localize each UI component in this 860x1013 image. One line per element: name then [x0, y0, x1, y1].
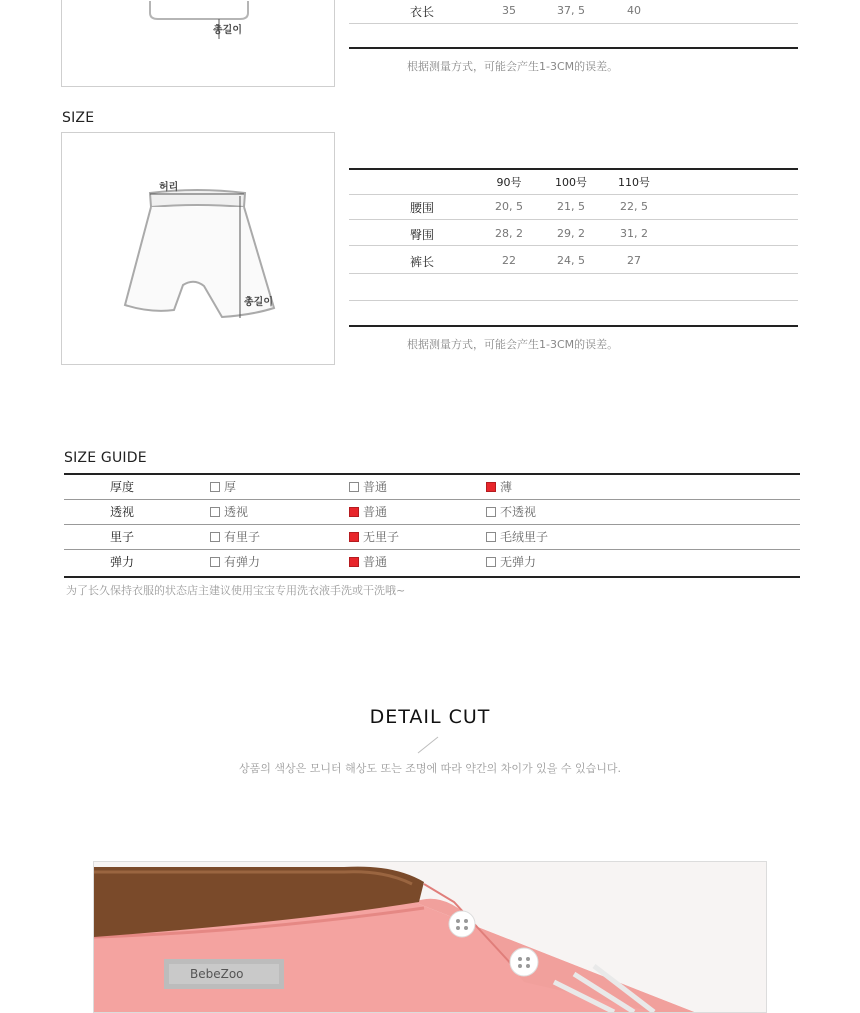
divider [349, 168, 798, 170]
product-photo [93, 861, 767, 1013]
size-header: 100号 [555, 176, 587, 189]
detail-cut-subtitle: 상품의 색상은 모니터 해상도 또는 조명에 따라 약간의 차이가 있을 수 있습니다. [239, 762, 621, 775]
divider [349, 47, 798, 49]
checkbox-icon [210, 507, 220, 517]
option-label: 无弹力 [500, 555, 537, 569]
guide-option[interactable] [486, 553, 536, 570]
option-label: 透视 [224, 505, 249, 519]
table-cell: 21, 5 [557, 200, 585, 213]
divider [349, 325, 798, 327]
option-label: 普通 [363, 480, 388, 494]
checkbox-icon [349, 482, 359, 492]
row-label-length: 裤长 [410, 255, 435, 269]
guide-option[interactable] [210, 528, 260, 545]
row-label-waist: 腰围 [410, 201, 435, 215]
table-cell: 22 [502, 254, 516, 267]
guide-option[interactable] [349, 528, 399, 545]
checked-checkbox-icon [349, 557, 359, 567]
tee-note: 根据测量方式，可能会产生1-3CM的误差。 [407, 60, 619, 73]
slash-decoration-icon [416, 735, 440, 755]
detail-cut-title: DETAIL CUT [369, 706, 491, 728]
tee-sketch-image [62, 0, 334, 86]
care-note: 为了长久保持衣服的状态店主建议使用宝宝专用洗衣液手洗或干洗哦~ [66, 584, 406, 597]
option-label: 毛绒里子 [500, 530, 549, 544]
table-cell: 31, 2 [620, 227, 648, 240]
waist-label: 허리 [159, 182, 179, 193]
option-label: 薄 [500, 480, 513, 494]
checked-checkbox-icon [486, 482, 496, 492]
checked-checkbox-icon [349, 532, 359, 542]
guide-option[interactable] [349, 478, 387, 495]
size-header: 90号 [496, 176, 522, 189]
table-cell: 22, 5 [620, 200, 648, 213]
size-title: SIZE [62, 110, 95, 126]
guide-option[interactable] [486, 528, 548, 545]
guide-row-elasticity [64, 549, 800, 574]
pants-sketch-image [62, 133, 334, 364]
option-label: 厚 [224, 480, 237, 494]
tee-size-table [349, 0, 798, 80]
divider [349, 245, 798, 246]
size-header: 110号 [618, 176, 650, 189]
option-label: 无里子 [363, 530, 400, 544]
guide-option[interactable] [486, 503, 536, 520]
divider [349, 219, 798, 220]
checked-checkbox-icon [349, 507, 359, 517]
guide-label: 透视 [110, 505, 135, 519]
divider [349, 273, 798, 274]
checkbox-icon [210, 557, 220, 567]
option-label: 有弹力 [224, 555, 261, 569]
pants-size-table [349, 168, 798, 358]
guide-label: 厚度 [110, 480, 135, 494]
divider [64, 576, 800, 578]
brand-tag-label: BebeZoo [190, 967, 244, 981]
guide-row-lining [64, 524, 800, 549]
option-label: 不透视 [500, 505, 537, 519]
table-cell: 24, 5 [557, 254, 585, 267]
guide-label: 弹力 [110, 555, 135, 569]
table-cell: 29, 2 [557, 227, 585, 240]
guide-option[interactable] [486, 478, 512, 495]
tee-value: 35 [502, 4, 516, 17]
guide-option[interactable] [349, 503, 387, 520]
divider [349, 194, 798, 195]
table-cell: 28, 2 [495, 227, 523, 240]
option-label: 普通 [363, 555, 388, 569]
checkbox-icon [486, 507, 496, 517]
shirt-on-hanger-image [94, 862, 766, 1012]
option-label: 普通 [363, 505, 388, 519]
guide-option[interactable] [349, 553, 387, 570]
pants-length-label: 총길이 [244, 297, 273, 308]
guide-row-thickness [64, 474, 800, 499]
table-cell: 20, 5 [495, 200, 523, 213]
checkbox-icon [486, 557, 496, 567]
guide-option[interactable] [210, 478, 236, 495]
option-label: 有里子 [224, 530, 261, 544]
size-guide-title: SIZE GUIDE [64, 450, 147, 466]
guide-option[interactable] [210, 503, 248, 520]
tee-value: 37, 5 [557, 4, 585, 17]
checkbox-icon [210, 532, 220, 542]
tee-row-label: 衣长 [410, 5, 435, 19]
pants-diagram-box [61, 132, 335, 365]
guide-label: 里子 [110, 530, 135, 544]
tee-value: 40 [627, 4, 641, 17]
guide-row-sheerness [64, 499, 800, 524]
guide-option[interactable] [210, 553, 260, 570]
table-cell: 27 [627, 254, 641, 267]
tee-diagram-box [61, 0, 335, 87]
checkbox-icon [486, 532, 496, 542]
divider [349, 300, 798, 301]
pants-note: 根据测量方式，可能会产生1-3CM的误差。 [407, 338, 619, 351]
tee-length-label: 총길이 [213, 25, 242, 36]
checkbox-icon [210, 482, 220, 492]
divider [349, 23, 798, 24]
row-label-hip: 臀围 [410, 228, 435, 242]
